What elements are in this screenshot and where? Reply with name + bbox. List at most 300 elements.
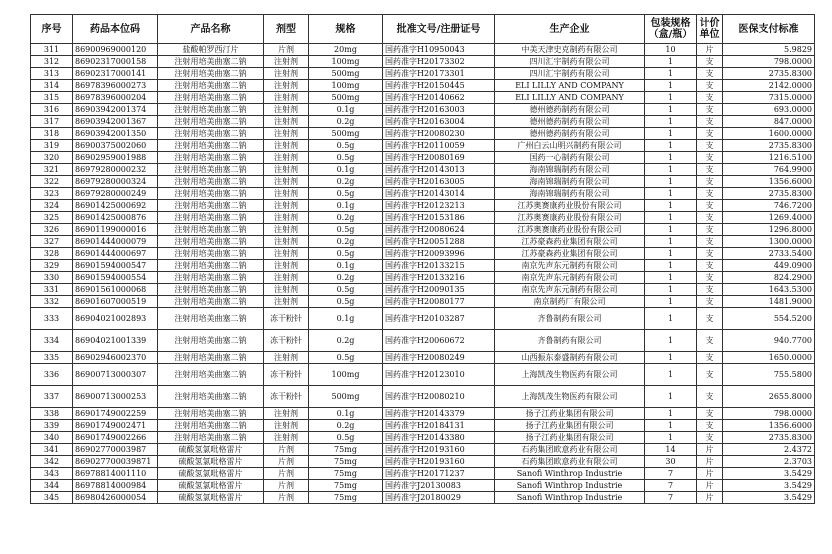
- cell-pricing-unit: 支: [697, 200, 723, 212]
- cell-approval-number: 国药准字H20171237: [383, 468, 495, 480]
- cell-drug-code: 86900713000253: [73, 386, 158, 408]
- cell-dosage-form: 注射剂: [264, 224, 309, 236]
- table-row: [31, 176, 815, 188]
- cell-specification: 20mg: [309, 44, 383, 56]
- cell-approval-number: 国药准字H20143379: [383, 408, 495, 420]
- cell-drug-code: 86980426000054: [73, 492, 158, 504]
- table-row: [31, 248, 815, 260]
- table-row: [31, 364, 815, 386]
- cell-approval-number: 国药准字H20080177: [383, 296, 495, 308]
- cell-product-name: 注射用培美曲塞二钠: [158, 104, 264, 116]
- cell-pricing-unit: 支: [697, 352, 723, 364]
- cell-manufacturer: 江苏奥赛康药业股份有限公司: [495, 212, 645, 224]
- cell-pricing-unit: 支: [697, 56, 723, 68]
- cell-specification: 0.5g: [309, 432, 383, 444]
- cell-seq: 321: [31, 164, 73, 176]
- cell-pricing-unit: 支: [697, 386, 723, 408]
- cell-seq: 328: [31, 248, 73, 260]
- cell-manufacturer: 四川汇宇制药有限公司: [495, 68, 645, 80]
- cell-dosage-form: 片剂: [264, 468, 309, 480]
- cell-manufacturer: 石药集团欧意药业有限公司: [495, 456, 645, 468]
- cell-approval-number: 国药准字H20133216: [383, 272, 495, 284]
- cell-drug-code: 86901425000876: [73, 212, 158, 224]
- table-row: [31, 492, 815, 504]
- cell-specification: 0.1g: [309, 104, 383, 116]
- cell-pricing-unit: 支: [697, 248, 723, 260]
- cell-payment-standard: 1481.9000: [723, 296, 815, 308]
- cell-manufacturer: 德州德药制药有限公司: [495, 128, 645, 140]
- cell-payment-standard: 746.7200: [723, 200, 815, 212]
- header-manufacturer: 生产企业: [495, 15, 645, 44]
- cell-pricing-unit: 片: [697, 456, 723, 468]
- cell-payment-standard: 2735.8300: [723, 68, 815, 80]
- cell-product-name: 注射用培美曲塞二钠: [158, 80, 264, 92]
- cell-payment-standard: 2733.5400: [723, 248, 815, 260]
- cell-product-name: 注射用培美曲塞二钠: [158, 408, 264, 420]
- table-row: [31, 260, 815, 272]
- cell-manufacturer: 南京先声东元制药有限公司: [495, 284, 645, 296]
- cell-package-spec: 7: [645, 480, 697, 492]
- cell-pricing-unit: 支: [697, 330, 723, 352]
- table-row: [31, 68, 815, 80]
- cell-dosage-form: 注射剂: [264, 92, 309, 104]
- cell-approval-number: 国药准字H20153186: [383, 212, 495, 224]
- cell-product-name: 注射用培美曲塞二钠: [158, 364, 264, 386]
- cell-manufacturer: 石药集团欧意药业有限公司: [495, 444, 645, 456]
- cell-dosage-form: 注射剂: [264, 188, 309, 200]
- table-row: [31, 116, 815, 128]
- cell-product-name: 注射用培美曲塞二钠: [158, 330, 264, 352]
- cell-pricing-unit: 支: [697, 308, 723, 330]
- cell-specification: 75mg: [309, 456, 383, 468]
- cell-pricing-unit: 支: [697, 212, 723, 224]
- cell-manufacturer: 扬子江药业集团有限公司: [495, 420, 645, 432]
- cell-dosage-form: 注射剂: [264, 296, 309, 308]
- cell-drug-code: 86902959001988: [73, 152, 158, 164]
- cell-manufacturer: 四川汇宇制药有限公司: [495, 56, 645, 68]
- cell-approval-number: 国药准字H20051288: [383, 236, 495, 248]
- cell-specification: 100mg: [309, 364, 383, 386]
- cell-payment-standard: 764.9900: [723, 164, 815, 176]
- cell-seq: 344: [31, 480, 73, 492]
- header-dosage-form: 剂型: [264, 15, 309, 44]
- cell-dosage-form: 注射剂: [264, 164, 309, 176]
- cell-approval-number: 国药准字H20163003: [383, 104, 495, 116]
- cell-dosage-form: 注射剂: [264, 152, 309, 164]
- cell-product-name: 注射用培美曲塞二钠: [158, 236, 264, 248]
- cell-specification: 0.5g: [309, 296, 383, 308]
- cell-approval-number: 国药准字H20110059: [383, 140, 495, 152]
- cell-drug-code: 86901444000079: [73, 236, 158, 248]
- cell-payment-standard: 2.3703: [723, 456, 815, 468]
- cell-seq: 335: [31, 352, 73, 364]
- cell-specification: 0.5g: [309, 248, 383, 260]
- cell-product-name: 注射用培美曲塞二钠: [158, 248, 264, 260]
- cell-dosage-form: 注射剂: [264, 140, 309, 152]
- cell-drug-code: 86901199000016: [73, 224, 158, 236]
- cell-drug-code: 86901561000068: [73, 284, 158, 296]
- table-body: [31, 44, 815, 504]
- cell-package-spec: 1: [645, 200, 697, 212]
- table-row: [31, 272, 815, 284]
- cell-pricing-unit: 支: [697, 164, 723, 176]
- table-row: [31, 128, 815, 140]
- cell-specification: 0.5g: [309, 224, 383, 236]
- cell-manufacturer: 国药一心制药有限公司: [495, 152, 645, 164]
- cell-dosage-form: 注射剂: [264, 272, 309, 284]
- cell-product-name: 注射用培美曲塞二钠: [158, 188, 264, 200]
- cell-payment-standard: 1650.0000: [723, 352, 815, 364]
- cell-product-name: 注射用培美曲塞二钠: [158, 128, 264, 140]
- cell-payment-standard: 755.5800: [723, 364, 815, 386]
- table-row: [31, 44, 815, 56]
- cell-dosage-form: 注射剂: [264, 176, 309, 188]
- cell-drug-code: 86901749002266: [73, 432, 158, 444]
- header-product-name: 产品名称: [158, 15, 264, 44]
- cell-package-spec: 1: [645, 224, 697, 236]
- cell-drug-code: 86901594000547: [73, 260, 158, 272]
- cell-pricing-unit: 支: [697, 140, 723, 152]
- table-row: [31, 386, 815, 408]
- cell-product-name: 注射用培美曲塞二钠: [158, 308, 264, 330]
- cell-package-spec: 10: [645, 44, 697, 56]
- cell-approval-number: 国药准字H20080624: [383, 224, 495, 236]
- cell-approval-number: 国药准字H20080169: [383, 152, 495, 164]
- cell-package-spec: 1: [645, 308, 697, 330]
- cell-package-spec: 1: [645, 128, 697, 140]
- cell-approval-number: 国药准字H20193160: [383, 456, 495, 468]
- cell-pricing-unit: 片: [697, 492, 723, 504]
- cell-drug-code: 86900969000120: [73, 44, 158, 56]
- header-drug-code: 药品本位码: [73, 15, 158, 44]
- cell-drug-code: 86979280000324: [73, 176, 158, 188]
- cell-seq: 342: [31, 456, 73, 468]
- cell-specification: 0.2g: [309, 176, 383, 188]
- cell-package-spec: 1: [645, 68, 697, 80]
- cell-pricing-unit: 片: [697, 468, 723, 480]
- cell-drug-code: 86902946002370: [73, 352, 158, 364]
- cell-pricing-unit: 支: [697, 272, 723, 284]
- cell-package-spec: 1: [645, 352, 697, 364]
- cell-payment-standard: 1216.5100: [723, 152, 815, 164]
- table-row: [31, 104, 815, 116]
- table-row: [31, 152, 815, 164]
- cell-payment-standard: 5.9829: [723, 44, 815, 56]
- cell-drug-code: 86979280000249: [73, 188, 158, 200]
- cell-approval-number: 国药准字H20093996: [383, 248, 495, 260]
- cell-pricing-unit: 支: [697, 152, 723, 164]
- cell-specification: 0.2g: [309, 116, 383, 128]
- cell-product-name: 注射用培美曲塞二钠: [158, 164, 264, 176]
- cell-manufacturer: 齐鲁制药有限公司: [495, 308, 645, 330]
- cell-pricing-unit: 支: [697, 176, 723, 188]
- cell-pricing-unit: 片: [697, 480, 723, 492]
- cell-seq: 345: [31, 492, 73, 504]
- cell-manufacturer: 德州德药制药有限公司: [495, 104, 645, 116]
- table-row: [31, 420, 815, 432]
- cell-package-spec: 14: [645, 444, 697, 456]
- cell-manufacturer: 江苏奥赛康药业股份有限公司: [495, 200, 645, 212]
- cell-package-spec: 1: [645, 386, 697, 408]
- cell-payment-standard: 1643.5300: [723, 284, 815, 296]
- cell-drug-code: 86903942001374: [73, 104, 158, 116]
- cell-payment-standard: 3.5429: [723, 492, 815, 504]
- table-row: [31, 56, 815, 68]
- cell-manufacturer: 江苏豪森药业集团有限公司: [495, 236, 645, 248]
- cell-dosage-form: 注射剂: [264, 200, 309, 212]
- cell-dosage-form: 冻干粉针: [264, 386, 309, 408]
- cell-specification: 0.1g: [309, 164, 383, 176]
- cell-specification: 0.1g: [309, 408, 383, 420]
- cell-specification: 0.2g: [309, 212, 383, 224]
- table-row: [31, 224, 815, 236]
- cell-package-spec: 1: [645, 408, 697, 420]
- cell-dosage-form: 注射剂: [264, 56, 309, 68]
- cell-dosage-form: 注射剂: [264, 420, 309, 432]
- cell-payment-standard: 2655.8000: [723, 386, 815, 408]
- cell-dosage-form: 片剂: [264, 480, 309, 492]
- table-row: [31, 188, 815, 200]
- cell-package-spec: 30: [645, 456, 697, 468]
- cell-manufacturer: Sanofi Winthrop Industrie: [495, 468, 645, 480]
- cell-package-spec: 1: [645, 212, 697, 224]
- cell-payment-standard: 1356.6000: [723, 420, 815, 432]
- cell-product-name: 硫酸氢氯吡格雷片: [158, 468, 264, 480]
- cell-specification: 0.1g: [309, 308, 383, 330]
- cell-approval-number: 国药准字H20080230: [383, 128, 495, 140]
- cell-dosage-form: 片剂: [264, 444, 309, 456]
- cell-dosage-form: 注射剂: [264, 260, 309, 272]
- cell-approval-number: 国药准字H10950043: [383, 44, 495, 56]
- header-payment-standard: 医保支付标准: [723, 15, 815, 44]
- cell-payment-standard: 1356.6000: [723, 176, 815, 188]
- cell-package-spec: 1: [645, 140, 697, 152]
- cell-manufacturer: 扬子江药业集团有限公司: [495, 432, 645, 444]
- cell-drug-code: 86901749002259: [73, 408, 158, 420]
- table-row: [31, 308, 815, 330]
- cell-package-spec: 1: [645, 248, 697, 260]
- cell-package-spec: 1: [645, 56, 697, 68]
- cell-approval-number: 国药准字H20080249: [383, 352, 495, 364]
- cell-specification: 75mg: [309, 492, 383, 504]
- cell-drug-code: 86901594000554: [73, 272, 158, 284]
- table-row: [31, 200, 815, 212]
- table-row: [31, 444, 815, 456]
- cell-payment-standard: 693.0000: [723, 104, 815, 116]
- cell-drug-code: 86902770003987​1: [73, 456, 158, 468]
- cell-pricing-unit: 支: [697, 296, 723, 308]
- cell-specification: 75mg: [309, 468, 383, 480]
- cell-seq: 316: [31, 104, 73, 116]
- cell-package-spec: 7: [645, 492, 697, 504]
- cell-specification: 75mg: [309, 444, 383, 456]
- cell-package-spec: 1: [645, 152, 697, 164]
- cell-payment-standard: 1300.0000: [723, 236, 815, 248]
- cell-drug-code: 86900375002060: [73, 140, 158, 152]
- cell-seq: 340: [31, 432, 73, 444]
- cell-payment-standard: 798.0000: [723, 56, 815, 68]
- cell-product-name: 注射用培美曲塞二钠: [158, 420, 264, 432]
- cell-manufacturer: 山西振东泰盛制药有限公司: [495, 352, 645, 364]
- cell-product-name: 注射用培美曲塞二钠: [158, 432, 264, 444]
- cell-package-spec: 1: [645, 188, 697, 200]
- header-package-spec: 包装规格（盒/瓶）: [645, 15, 697, 44]
- cell-seq: 343: [31, 468, 73, 480]
- cell-product-name: 盐酸帕罗西汀片: [158, 44, 264, 56]
- cell-seq: 331: [31, 284, 73, 296]
- cell-product-name: 硫酸氢氯吡格雷片: [158, 456, 264, 468]
- cell-dosage-form: 注射剂: [264, 432, 309, 444]
- cell-drug-code: 86978396000204: [73, 92, 158, 104]
- cell-seq: 313: [31, 68, 73, 80]
- cell-product-name: 硫酸氢氯吡格雷片: [158, 480, 264, 492]
- cell-package-spec: 1: [645, 260, 697, 272]
- cell-manufacturer: 上海凯茂生物医药有限公司: [495, 364, 645, 386]
- table-row: [31, 296, 815, 308]
- cell-payment-standard: 7315.0000: [723, 92, 815, 104]
- cell-approval-number: 国药准字H20143380: [383, 432, 495, 444]
- cell-drug-code: 86903942001367: [73, 116, 158, 128]
- table-row: [31, 284, 815, 296]
- cell-drug-code: 86904021002893: [73, 308, 158, 330]
- cell-drug-code: 86978814000984: [73, 480, 158, 492]
- cell-seq: 339: [31, 420, 73, 432]
- cell-specification: 500mg: [309, 92, 383, 104]
- cell-payment-standard: 2142.0000: [723, 80, 815, 92]
- cell-package-spec: 7: [645, 468, 697, 480]
- table-row: [31, 236, 815, 248]
- table-row: [31, 456, 815, 468]
- cell-manufacturer: ELI LILLY AND COMPANY: [495, 92, 645, 104]
- cell-manufacturer: 海南锦瑞制药有限公司: [495, 176, 645, 188]
- cell-seq: 341: [31, 444, 73, 456]
- cell-specification: 0.1g: [309, 200, 383, 212]
- cell-seq: 330: [31, 272, 73, 284]
- cell-pricing-unit: 支: [697, 128, 723, 140]
- cell-seq: 317: [31, 116, 73, 128]
- cell-product-name: 注射用培美曲塞二钠: [158, 352, 264, 364]
- cell-product-name: 注射用培美曲塞二钠: [158, 224, 264, 236]
- cell-seq: 318: [31, 128, 73, 140]
- cell-seq: 325: [31, 212, 73, 224]
- cell-product-name: 注射用培美曲塞二钠: [158, 260, 264, 272]
- cell-product-name: 注射用培美曲塞二钠: [158, 386, 264, 408]
- cell-approval-number: 国药准字H20123010: [383, 364, 495, 386]
- cell-product-name: 注射用培美曲塞二钠: [158, 68, 264, 80]
- cell-approval-number: 国药准字H20150445: [383, 80, 495, 92]
- cell-specification: 75mg: [309, 480, 383, 492]
- cell-drug-code: 86978814001110: [73, 468, 158, 480]
- table-row: [31, 140, 815, 152]
- cell-pricing-unit: 支: [697, 116, 723, 128]
- cell-dosage-form: 注射剂: [264, 212, 309, 224]
- cell-product-name: 注射用培美曲塞二钠: [158, 200, 264, 212]
- cell-specification: 0.2g: [309, 420, 383, 432]
- cell-drug-code: 86903942001350: [73, 128, 158, 140]
- cell-dosage-form: 注射剂: [264, 248, 309, 260]
- table-row: [31, 352, 815, 364]
- cell-seq: 338: [31, 408, 73, 420]
- cell-manufacturer: 上海凯茂生物医药有限公司: [495, 386, 645, 408]
- cell-payment-standard: 1269.4000: [723, 212, 815, 224]
- cell-dosage-form: 注射剂: [264, 408, 309, 420]
- cell-pricing-unit: 支: [697, 104, 723, 116]
- header-pricing-unit: 计价单位: [697, 15, 723, 44]
- cell-pricing-unit: 支: [697, 68, 723, 80]
- cell-payment-standard: 2735.8300: [723, 140, 815, 152]
- cell-manufacturer: 江苏奥赛康药业股份有限公司: [495, 224, 645, 236]
- cell-package-spec: 1: [645, 92, 697, 104]
- cell-product-name: 注射用培美曲塞二钠: [158, 56, 264, 68]
- cell-seq: 337: [31, 386, 73, 408]
- cell-manufacturer: 南京先声东元制药有限公司: [495, 272, 645, 284]
- cell-product-name: 注射用培美曲塞二钠: [158, 272, 264, 284]
- cell-manufacturer: 扬子江药业集团有限公司: [495, 408, 645, 420]
- cell-specification: 100mg: [309, 56, 383, 68]
- cell-pricing-unit: 片: [697, 444, 723, 456]
- cell-dosage-form: 片剂: [264, 44, 309, 56]
- cell-payment-standard: 2735.8300: [723, 432, 815, 444]
- cell-manufacturer: 江苏豪森药业集团有限公司: [495, 248, 645, 260]
- cell-seq: 319: [31, 140, 73, 152]
- cell-dosage-form: 注射剂: [264, 80, 309, 92]
- cell-dosage-form: 注射剂: [264, 116, 309, 128]
- table-row: [31, 80, 815, 92]
- cell-approval-number: 国药准字H20143014: [383, 188, 495, 200]
- cell-specification: 0.5g: [309, 152, 383, 164]
- cell-specification: 500mg: [309, 128, 383, 140]
- cell-drug-code: 86901444000697: [73, 248, 158, 260]
- cell-seq: 334: [31, 330, 73, 352]
- cell-pricing-unit: 支: [697, 188, 723, 200]
- cell-manufacturer: ELI LILLY AND COMPANY: [495, 80, 645, 92]
- cell-product-name: 注射用培美曲塞二钠: [158, 140, 264, 152]
- cell-package-spec: 1: [645, 104, 697, 116]
- cell-specification: 500mg: [309, 386, 383, 408]
- cell-payment-standard: 554.5200: [723, 308, 815, 330]
- cell-product-name: 硫酸氢氯吡格雷片: [158, 444, 264, 456]
- cell-manufacturer: 齐鲁制药有限公司: [495, 330, 645, 352]
- table-row: [31, 92, 815, 104]
- cell-package-spec: 1: [645, 116, 697, 128]
- cell-drug-code: 86902770003987: [73, 444, 158, 456]
- cell-payment-standard: 1600.0000: [723, 128, 815, 140]
- cell-approval-number: 国药准字H20143013: [383, 164, 495, 176]
- reimbursement-table: [30, 14, 815, 504]
- cell-payment-standard: 1296.8000: [723, 224, 815, 236]
- cell-seq: 326: [31, 224, 73, 236]
- cell-specification: 100mg: [309, 80, 383, 92]
- cell-package-spec: 1: [645, 272, 697, 284]
- cell-product-name: 注射用培美曲塞二钠: [158, 92, 264, 104]
- table-row: [31, 408, 815, 420]
- header-row: [31, 15, 815, 44]
- cell-product-name: 注射用培美曲塞二钠: [158, 284, 264, 296]
- cell-pricing-unit: 支: [697, 284, 723, 296]
- cell-pricing-unit: 支: [697, 236, 723, 248]
- cell-product-name: 注射用培美曲塞二钠: [158, 296, 264, 308]
- cell-dosage-form: 冻干粉针: [264, 308, 309, 330]
- cell-package-spec: 1: [645, 364, 697, 386]
- table-row: [31, 432, 815, 444]
- cell-seq: 315: [31, 92, 73, 104]
- cell-drug-code: 86979280000232: [73, 164, 158, 176]
- cell-specification: 0.5g: [309, 352, 383, 364]
- cell-pricing-unit: 支: [697, 432, 723, 444]
- cell-dosage-form: 注射剂: [264, 104, 309, 116]
- cell-drug-code: 86904021001339: [73, 330, 158, 352]
- cell-drug-code: 86978396000273: [73, 80, 158, 92]
